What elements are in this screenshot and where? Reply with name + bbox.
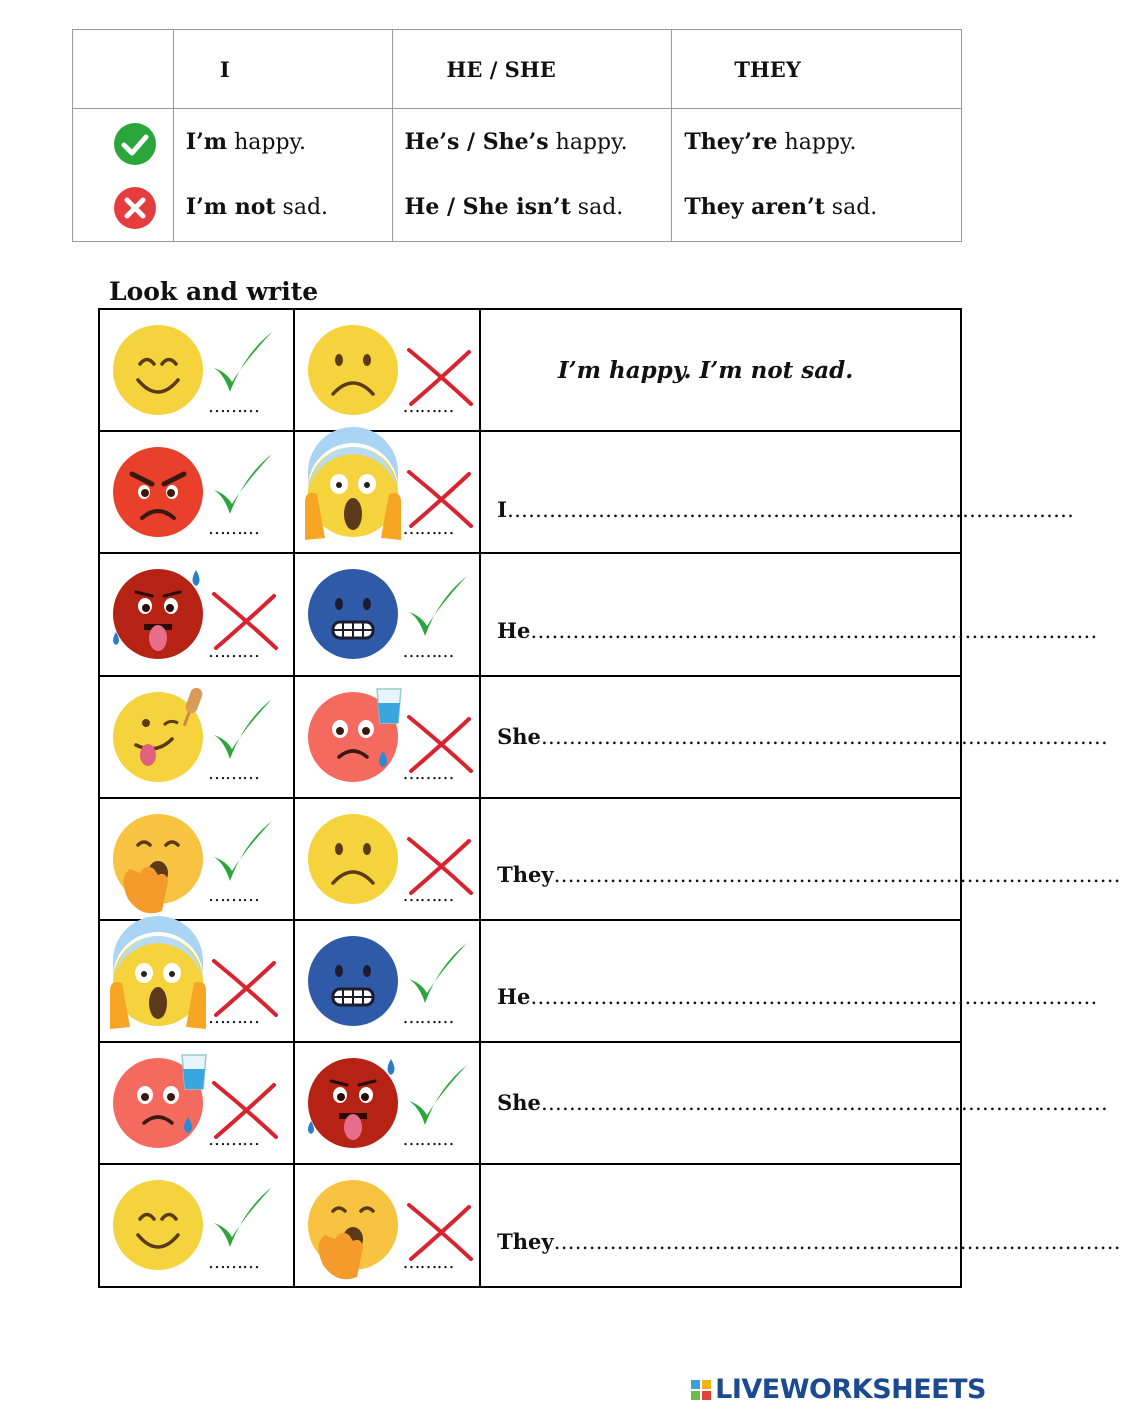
answer-fill[interactable]: ……………………………………………………………………… — [530, 618, 1098, 643]
example-answer-cell — [480, 309, 961, 431]
answer-cell[interactable] — [480, 553, 1098, 675]
exercise-row — [99, 431, 961, 553]
grammar-header-i: I — [173, 30, 392, 109]
grammar-header-they: THEY — [672, 30, 962, 109]
grammar-mark-cell — [73, 109, 174, 242]
picture-cell-left — [99, 431, 294, 553]
answer-cell[interactable] — [480, 1042, 1108, 1164]
grammar-table — [72, 29, 962, 242]
section-title: Look and write — [109, 277, 319, 306]
dots-line: ……… — [208, 762, 259, 784]
sad-face-icon — [303, 809, 403, 913]
check-mark-icon — [210, 330, 274, 404]
dots-line: ……… — [402, 1007, 454, 1029]
answer-cell[interactable] — [480, 920, 1098, 1042]
check-mark-icon — [210, 1185, 274, 1259]
sad-face-icon — [303, 320, 403, 424]
picture-cell-left — [99, 553, 294, 675]
picture-cell-right — [294, 553, 481, 675]
hot-face-icon — [303, 1053, 403, 1157]
angry-face-icon — [108, 442, 208, 546]
grammar-cell-he-she — [392, 109, 672, 242]
answer-fill[interactable]: ……………………………………………………………………… — [506, 498, 1074, 523]
smiling-face-icon — [108, 1175, 208, 1279]
grammar-header-row — [73, 30, 962, 109]
answer-line[interactable] — [497, 1228, 1121, 1254]
picture-cell-left — [99, 1042, 294, 1164]
picture-cell-right — [294, 1042, 481, 1164]
answer-fill[interactable]: ……………………………………………………………………… — [540, 724, 1108, 749]
exercise-table — [98, 308, 1121, 1288]
grammar-body-row — [73, 109, 962, 242]
answer-line[interactable] — [497, 1090, 1108, 1116]
exercise-row — [99, 920, 961, 1042]
check-mark-icon — [210, 452, 274, 526]
picture-cell-left — [99, 676, 294, 798]
picture-cell-right — [294, 431, 481, 553]
negative-they: They aren’t sad. — [684, 194, 878, 220]
negative-i: I’m not sad. — [185, 194, 329, 220]
grammar-cell-they — [672, 109, 962, 242]
thirsty-face-icon — [108, 1053, 208, 1157]
dots-line: ……… — [402, 762, 454, 784]
answer-subject: They — [497, 1228, 554, 1254]
thirsty-face-icon — [303, 687, 403, 791]
dots-line: ……… — [402, 884, 454, 906]
answer-fill[interactable]: ……………………………………………………………………… — [553, 862, 1121, 887]
check-mark-icon — [405, 574, 469, 648]
answer-subject: She — [497, 723, 541, 749]
check-mark-icon — [405, 941, 469, 1015]
scared-face-icon — [108, 931, 208, 1035]
grammar-header-he-she: HE / SHE — [392, 30, 672, 109]
answer-fill[interactable]: ……………………………………………………………………… — [540, 1091, 1108, 1116]
answer-fill[interactable]: ……………………………………………………………………… — [553, 1229, 1121, 1254]
scared-face-icon — [303, 442, 403, 546]
answer-fill[interactable]: ……………………………………………………………………… — [530, 985, 1098, 1010]
answer-cell[interactable] — [480, 676, 1108, 798]
exercise-row — [99, 798, 961, 920]
answer-line[interactable] — [497, 617, 1098, 643]
picture-cell-right — [294, 309, 481, 431]
exercise-row — [99, 1042, 961, 1164]
picture-cell-left — [99, 309, 294, 431]
tired-face-icon — [108, 809, 208, 913]
answer-line[interactable] — [497, 861, 1121, 887]
picture-cell-left — [99, 920, 294, 1042]
dots-line: ……… — [402, 1129, 454, 1151]
picture-cell-right — [294, 920, 481, 1042]
example-answer: I’m happy. I’m not sad. — [557, 356, 854, 384]
exercise-row — [99, 676, 961, 798]
answer-cell[interactable] — [480, 431, 1074, 553]
logo-blocks-icon — [691, 1380, 711, 1400]
picture-cell-right — [294, 798, 481, 920]
cross-circle-icon — [113, 186, 157, 230]
affirmative-he-she: He’s / She’s happy. — [404, 129, 628, 155]
affirmative-they: They’re happy. — [684, 129, 857, 155]
dots-line: ……… — [208, 396, 259, 418]
hot-face-icon — [108, 564, 208, 668]
answer-subject: I — [497, 497, 507, 523]
answer-cell[interactable] — [480, 798, 1121, 920]
answer-line[interactable] — [497, 984, 1098, 1010]
picture-cell-left — [99, 798, 294, 920]
check-circle-icon — [113, 122, 157, 166]
answer-line[interactable] — [497, 723, 1108, 749]
liveworksheets-logo — [691, 1374, 986, 1405]
dots-line: ……… — [208, 640, 259, 662]
dots-line: ……… — [208, 884, 259, 906]
exercise-row — [99, 309, 961, 431]
dots-line: ……… — [402, 640, 454, 662]
picture-cell-right — [294, 1164, 481, 1286]
answer-subject: They — [497, 861, 554, 887]
dots-line: ……… — [208, 518, 259, 540]
dots-line: ……… — [208, 1251, 259, 1273]
cold-face-icon — [303, 564, 403, 668]
picture-cell-right — [294, 676, 481, 798]
cold-face-icon — [303, 931, 403, 1035]
answer-subject: She — [497, 1090, 541, 1116]
dots-line: ……… — [208, 1129, 259, 1151]
answer-subject: He — [497, 984, 531, 1010]
check-mark-icon — [210, 819, 274, 893]
exercise-row — [99, 553, 961, 675]
logo-text: LIVEWORKSHEETS — [715, 1374, 986, 1405]
dots-line: ……… — [208, 1007, 259, 1029]
answer-subject: He — [497, 617, 531, 643]
grammar-header-empty — [73, 30, 174, 109]
dots-line: ……… — [402, 518, 454, 540]
tired-face-icon — [303, 1175, 403, 1279]
exercise-row — [99, 1164, 961, 1286]
picture-cell-left — [99, 1164, 294, 1286]
answer-cell[interactable] — [480, 1164, 1121, 1286]
dots-line: ……… — [402, 1251, 454, 1273]
answer-line[interactable] — [497, 497, 1074, 523]
negative-he-she: He / She isn’t sad. — [404, 194, 624, 220]
dots-line: ……… — [402, 396, 454, 418]
grammar-cell-i — [173, 109, 392, 242]
smiling-face-icon — [108, 320, 208, 424]
affirmative-i: I’m happy. — [185, 129, 307, 155]
silly-face-icon — [108, 687, 208, 791]
check-mark-icon — [405, 1063, 469, 1137]
check-mark-icon — [210, 697, 274, 771]
